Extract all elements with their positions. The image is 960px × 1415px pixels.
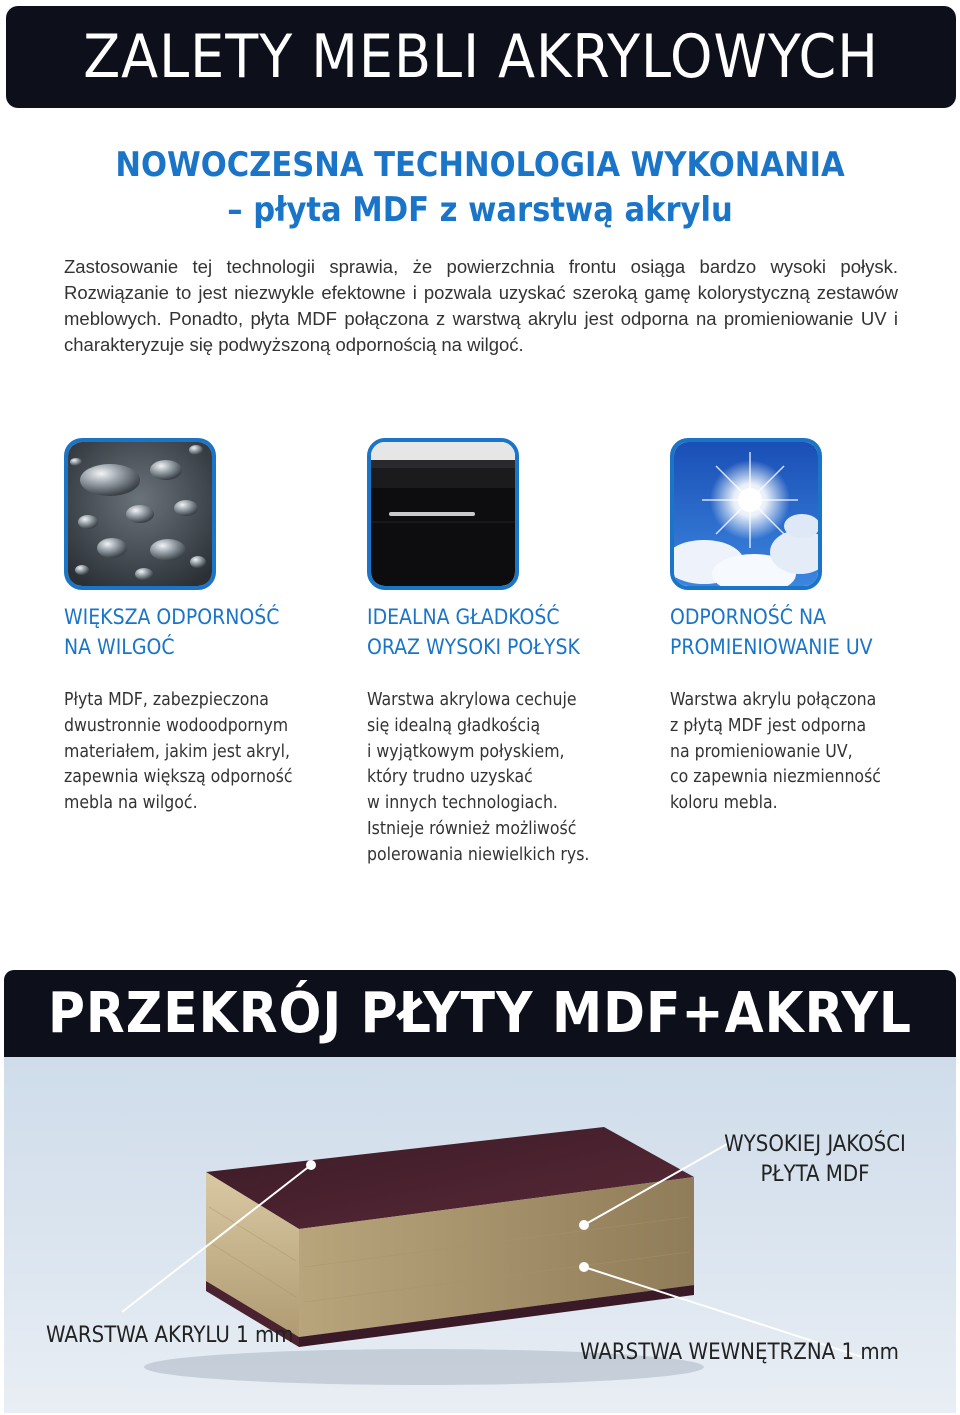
feature-text-uv: Warstwa akrylu połączona z płytą MDF jest odporna na promieniowanie UV, co zapewnia niezmienność koloru mebla. (670, 690, 881, 814)
label-mdf-board: WYSOKIEJ JAKOŚCI PŁYTA MDF (724, 1132, 906, 1187)
sun-sky-image (670, 438, 822, 590)
water-droplets-image (64, 438, 216, 590)
intro-paragraph: Zastosowanie tej technologii sprawia, że powierzchnia frontu osiąga bardzo wysoki połysk. Rozwiązanie to jest niezwykle efektowne i pozwala uzyskać szeroką gamę kolorystyczną zestawów meblowych. Ponadto, płyta MDF połączona z warstwą akrylu jest odporna na promieniowanie UV i charakteryzuje się podwyższoną odpornością na wilgoć. (64, 256, 898, 355)
feature-title-smoothness: IDEALNA GŁADKOŚĆ ORAZ WYSOKI POŁYSK (367, 605, 580, 659)
section-subtitle-line2: – płyta MDF z warstwą akrylu (227, 190, 733, 230)
cross-section-title: PRZEKRÓJ PŁYTY MDF+AKRYL (4, 970, 956, 1057)
feature-title-uv: ODPORNOŚĆ NA PROMIENIOWANIE UV (670, 605, 873, 659)
label-acrylic-layer: WARSTWA AKRYLU 1 mm (46, 1323, 294, 1348)
feature-text-moisture: Płyta MDF, zabezpieczona dwustronnie wodoodpornym materiałem, jakim jest akryl, zapewnia większą odporność mebla na wilgoć. (64, 690, 293, 814)
feature-text-smoothness: Warstwa akrylowa cechuje się idealną gładkością i wyjątkowym połyskiem, który trudno uzyskać w innych technologiach. Istnieje również możliwość polerowania niewielkich rys. (367, 690, 590, 865)
label-inner-layer: WARSTWA WEWNĘTRZNA 1 mm (580, 1340, 899, 1365)
section-subtitle-line1: NOWOCZESNA TECHNOLOGIA WYKONANIA (115, 145, 845, 185)
page-title: ZALETY MEBLI AKRYLOWYCH (6, 6, 956, 108)
feature-title-moisture: WIĘKSZA ODPORNOŚĆ NA WILGOĆ (64, 605, 280, 659)
glossy-cabinet-image (367, 438, 519, 590)
